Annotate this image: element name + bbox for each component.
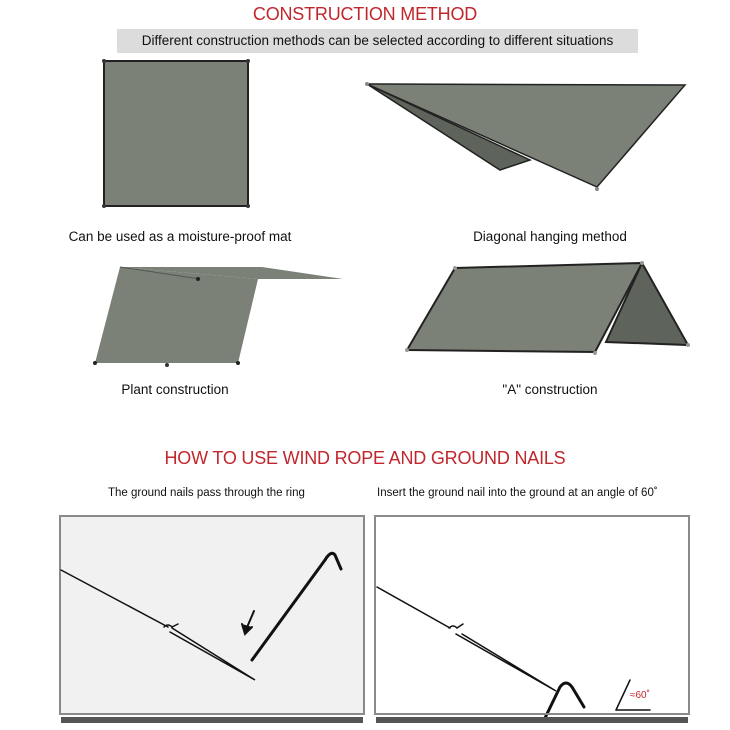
ground-line	[376, 717, 688, 723]
construction-method-title: CONSTRUCTION METHOD	[252, 4, 478, 24]
rope-through-ring-illustration	[61, 553, 341, 680]
wind-rope-title: HOW TO USE WIND ROPE AND GROUND NAILS	[164, 448, 566, 468]
construction-subtitle: Different construction methods can be selected according to different situations	[117, 29, 638, 53]
step-caption-ring: The ground nails pass through the ring	[108, 487, 305, 499]
method-caption-diagonal: Diagonal hanging method	[473, 229, 627, 244]
method-caption-plant: Plant construction	[121, 382, 229, 397]
step-panel-angle	[374, 515, 690, 715]
method-caption-mat: Can be used as a moisture-proof mat	[68, 229, 292, 244]
angle-label: ≈60˚	[630, 690, 650, 701]
step-caption-angle: Insert the ground nail into the ground at an angle of 60˚	[377, 487, 658, 499]
method-caption-a-frame: "A" construction	[502, 382, 598, 397]
